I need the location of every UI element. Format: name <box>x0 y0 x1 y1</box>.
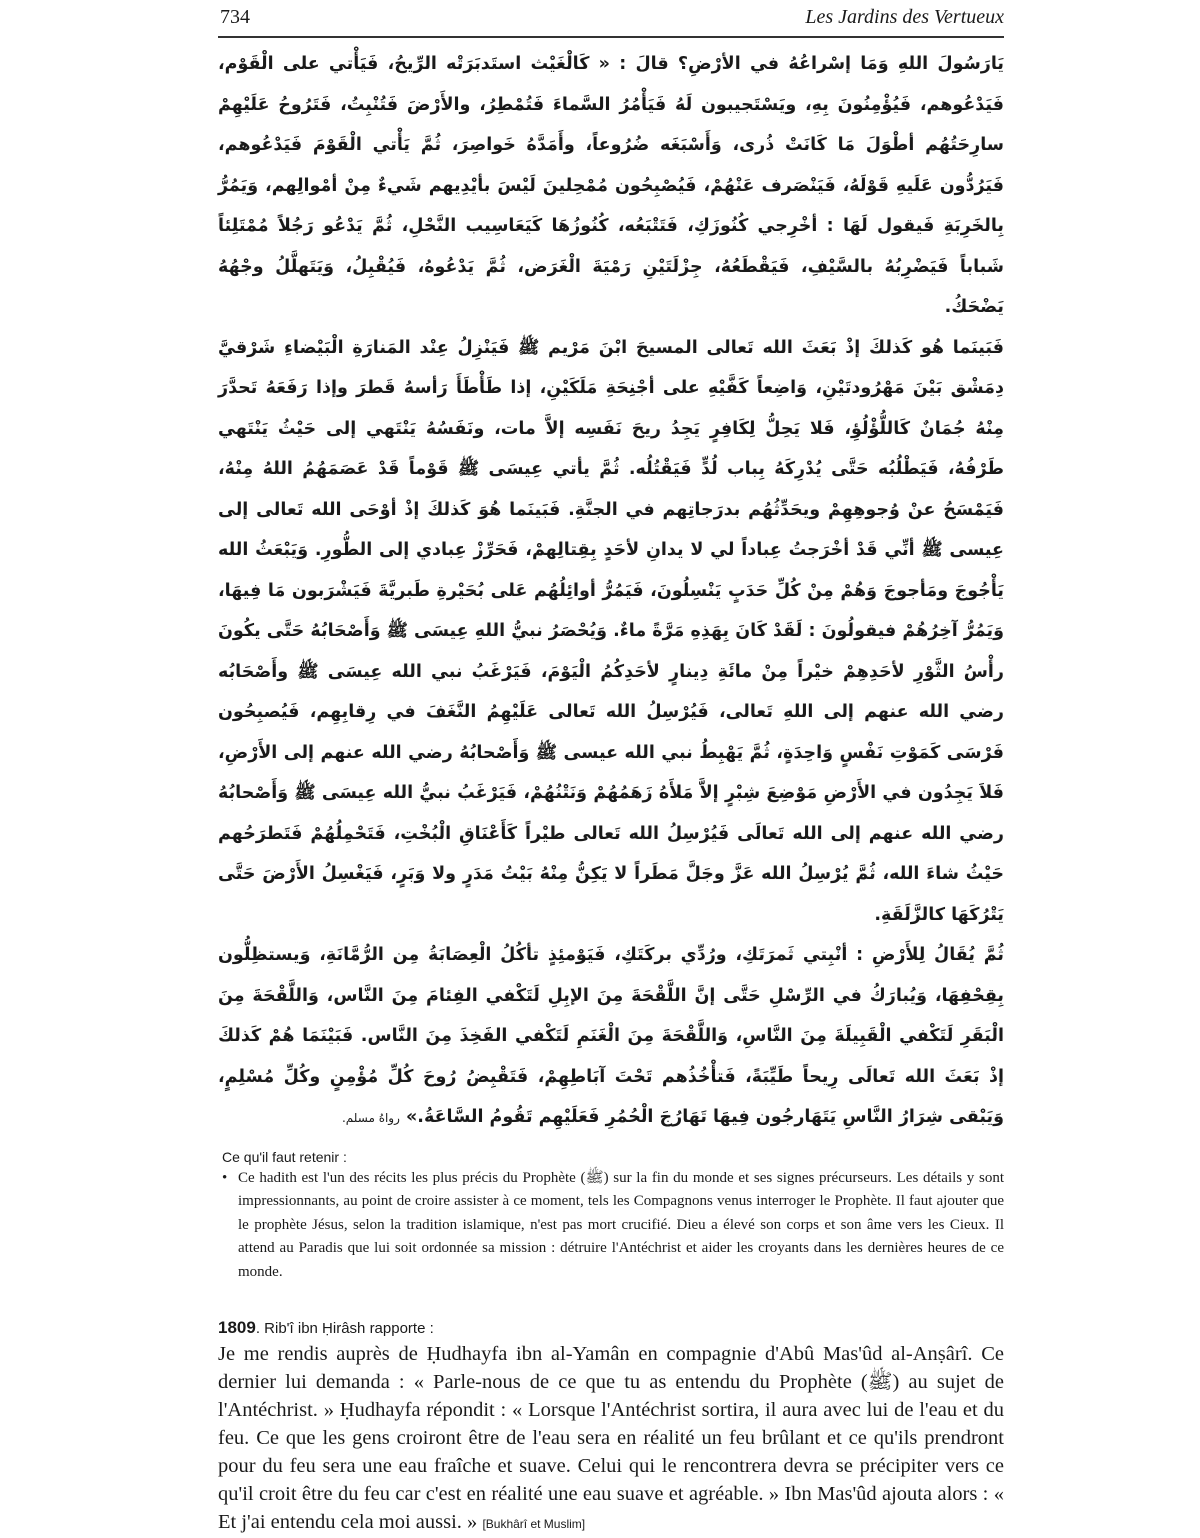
hadith-body <box>218 1340 1004 1538</box>
page-number: 734 <box>220 6 250 28</box>
arabic-paragraph: فَبَينَما هُو كَذلكَ إذْ بَعَثَ الله تَعالى المسيحَ ابْنَ مَرْيم ﷺ فَيَنْزِلُ عِنْد المَنارَةِ الْبَيْضاءِ شَرْقيَّ دِمَشْق بَيْنَ مَهْرُودتَيْنِ، وَاضِعاً كَفَّيْهِ على أجْنِحَةِ مَلَكَيْنِ، إذا طَأْطَأَ رَأسهُ قَطرَ وإذا رَفَعَهُ تَحدَّرَ مِنْهُ جُمَانٌ كَاللُّؤْلُؤِ، فَلا يَحِلُّ لِكَافِرٍ يَجِدُ ريحَ نَفَسِه إلاَّ مات، ونَفَسُهُ يَنْتَهي إلى حَيْثُ يَنْتَهي طَرْفُهُ، فَيَطْلُبُه حَتَّى يُدْرِكَهُ بِباب لُدٍّ فَيَقْتُلُه. ثُمَّ يأتي عِيسَى ﷺ قَوْماً قَدْ عَصَمَهُمُ اللهُ مِنْهُ، فَيَمْسَحُ عنْ وُجوهِهِمْ ويحَدِّثُهُم بدرَجاتِهم في الجنَّةِ. فَبَينَما هُوَ كَذلكَ إذْ أوْحَى الله تَعالى إلى عِيسى ﷺ أنِّي قَدْ أخْرَجتُ عِباداً لي لا يدانِ لأحَدٍ بِقِتالِهمْ، فَحَرِّزْ عِبادي إلى الطُّورِ. وَيَبْعَثُ الله يَأْجُوجَ ومَأجوجَ وَهُمْ مِنْ كُلِّ حَدَبٍ يَنْسِلُونَ، فَيَمُرُّ أوائِلُهُم عَلى بُحَيْرةِ طَبريَّةَ فَيَشْرَبون مَا فِيهَا، وَيَمُرُّ آخِرُهُمْ فيقولُونَ : لَقَدْ كَانَ بِهَذِهِ مَرَّةً ماءٌ. وَيُحْصَرُ نبيُّ اللهِ عِيسَى ﷺ وَأَصْحَابُهُ حَتَّى يكُونَ رأْسُ الثَّوْرِ لأحَدِهِمْ خيْراً مِنْ مائَةِ دِينارٍ لأحَدِكُمُ الْيَوْمَ، فَيَرْغَبُ نبي الله عِيسَى ﷺ وأَصْحَابُه رضي الله عنهم إلى اللهِ تَعالى، فَيُرْسِلُ الله تَعالى عَلَيْهِمُ النَّغَفَ في رِقابِهِم، فَيُصبِحُون فَرْسَى كَمَوْتِ نَفْسٍ وَاحِدَةٍ، ثُمَّ يَهْبِطُ نبي الله عيسى ﷺ وَأَصْحابُهُ رضي الله عنهم إلى الأَرْضِ، فَلاَ يَجِدُون في الأَرْضِ مَوْضِعَ شِبْرٍ إلاَّ مَلأَهُ زَهَمُهُمْ وَنَتْنُهُمْ، فَيَرْغَبُ نبيُّ الله عِيسَى ﷺ وَأَصْحابُهُ رضي الله عنهم إلى الله تَعالَى فَيُرْسِلُ الله تَعالى طيْراً كَأَعْنَاقِ الْبُخْتِ، فَتَحْمِلُهُمْ فَتَطرَحُهم حَيْثُ شاءَ الله، ثُمَّ يُرْسِلُ الله عَزَّ وجَلَّ مَطَراً لا يَكِنُّ مِنْهُ بَيْتُ مَدَرٍ ولا وَبَرٍ، فَيَغْسِلُ الأَرْضَ حَتَّى يَتْرُكَهَا كالزَّلَقَةِ. <box>218 337 1004 925</box>
key-takeaways-title: Ce qu'il faut retenir : <box>222 1148 347 1165</box>
hadith-heading <box>218 1318 1004 1338</box>
arabic-hadith-text <box>218 44 1004 1139</box>
key-takeaway-text: Ce hadith est l'un des récits les plus précis du Prophète (ﷺ) sur la fin du monde et ses signes précurseurs. Les détails y sont impressionnants, au point de croire assister à ce moment, tels les Compagnons venus interroger le Prophète. Il faut ajouter que le prophète Jésus, selon la tradition islamique, n'est pas mort crucifié. Dieu a élevé son corps et son âme vers les Cieux. Il attend au Paradis que lui soit ordonnée sa mission : détruire l'Antéchrist et aider les croyants dans les dernières heures de ce monde. <box>238 1169 1004 1280</box>
key-takeaways-list <box>218 1167 1004 1285</box>
hadith-narrator: . Rib'î ibn Ḥirâsh rapporte : <box>255 1320 434 1337</box>
book-page <box>218 0 1004 1538</box>
hadith-entry <box>218 1318 1004 1538</box>
key-takeaway-item <box>218 1167 1004 1285</box>
page-header <box>218 0 1004 38</box>
key-takeaways-section <box>218 1149 1004 1285</box>
arabic-attribution: رواهُ مسلم. <box>341 1111 400 1125</box>
arabic-paragraph: يَارَسُولَ اللهِ وَمَا إسْراعُهُ في الأرْضِ؟ قالَ : « كَالْغَيْث استَدبَرَتْه الرِّيحُ، فَيَأْتي على الْقَوْم، فَيَدْعُوهم، فَيُؤْمِنُونَ بِهِ، ويَسْتَجيبون لَهُ فَيَأْمُرُ السَّماءَ فَتُمْطِرُ، والأَرْضَ فَتُنْبِتُ، فَتَرُوحُ عَلَيْهِمْ سارِحَتُهُم أطْوَلَ مَا كَانَتْ ذُرى، وَأَسْبَغَه ضُرُوعاً، وأَمَدَّهُ خَواصِرَ، ثُمَّ يَأْتي الْقَوْمَ فَيَدْعُوهم، فَيَرُدُّون عَلَيهِ قَوْلَهُ، فَيَنْصَرف عَنْهُمْ، فَيُصْبِحُون مُمْحِلينَ لَيْسَ بأيْدِيهم شَيءٌ مِنْ أمْوالِهم، وَيَمُرُّ بِالخَرِبَةِ فَيقول لَهَا : أخْرِجي كُنُوزَكِ، فَتَتْبَعُه، كُنُوزُهَا كَيَعَاسِيب النَّحْلِ، ثُمَّ يَدْعُو رَجُلاً مُمْتَلِئاً شَباباً فَيَضْرِبُهُ بالسَّيْفِ، فَيَقْطَعُهُ، جِزْلَتَيْنِ رَمْيَةَ الْغَرَض، ثُمَّ يَدْعُوهُ، فَيُقْبِلُ، وَيَتَهلَّلُ وجْهُهُ يَضْحَكُ. <box>218 54 1004 317</box>
hadith-body-text: Je me rendis auprès de Ḥudhayfa ibn al-Yamân en compagnie d'Abû Mas'ûd al-Anṣârî. Ce dernier lui demanda : « Parle-nous de ce que tu as entendu du Prophète (ﷺ) au sujet de l'Antéchrist. » Ḥudhayfa répondit : « Lorsque l'Antéchrist sortira, il aura avec lui de l'eau et du feu. Ce que les gens croiront être de l'eau sera en réalité un feu brûlant et ce qu'ils prendront pour du feu sera une eau fraîche et suave. Celui qui le rencontrera devra se précipiter vers ce qu'il croit être du feu car c'est en réalité une eau suave et agréable. » Ibn Mas'ûd ajouta alors : « Et j'ai entendu cela moi aussi. » <box>218 1343 1004 1533</box>
running-title: Les Jardins des Vertueux <box>805 6 1004 28</box>
arabic-paragraph <box>218 935 1004 1139</box>
arabic-paragraph-text: ثُمَّ يُقَالُ لِلأَرْضِ : أنْبِتي ثَمرَتَكِ، ورُدِّي بركَتَكِ، فَيَوْمئِذٍ تأكُلُ الْعِصَابَةُ مِن الرُّمَّانَةِ، وَيستظِلُّون بِقِحْفِهَا، وَيُبارَكُ في الرِّسْلِ حَتَّى إنَّ اللَّقْحَةَ مِنَ الإبِلِ لَتَكْفي الفِئامَ مِنَ النَّاس، وَاللَّقْحَةَ مِنَ الْبَقَرِ لَتَكْفي الْقَبِيلَةَ مِنَ النَّاسِ، وَاللَّقْحَةَ مِنَ الْغَنَمِ لَتَكْفي الفَخِذَ مِنَ النَّاس. فَبَيْنَمَا هُمْ كَذلكَ إذْ بَعَثَ الله تَعالَى رِيحاً طَيِّبَةً، فَتأْخُذُهم تَحْتَ آبَاطِهِمْ، فَتَقْبِضُ رُوحَ كُلِّ مُؤْمِنٍ وكُلِّ مُسْلِمٍ، وَيَبْقى شِرَارُ النَّاسِ يَتَهَارجُون فِيهَا تَهَارُجَ الْحُمُرِ فَعَلَيْهِم تَقُومُ السَّاعَةُ.» <box>218 945 1004 1127</box>
hadith-source: [Bukhârî et Muslim] <box>482 1517 586 1531</box>
hadith-number: 1809 <box>218 1318 256 1337</box>
bullet-icon: • <box>222 1169 228 1186</box>
